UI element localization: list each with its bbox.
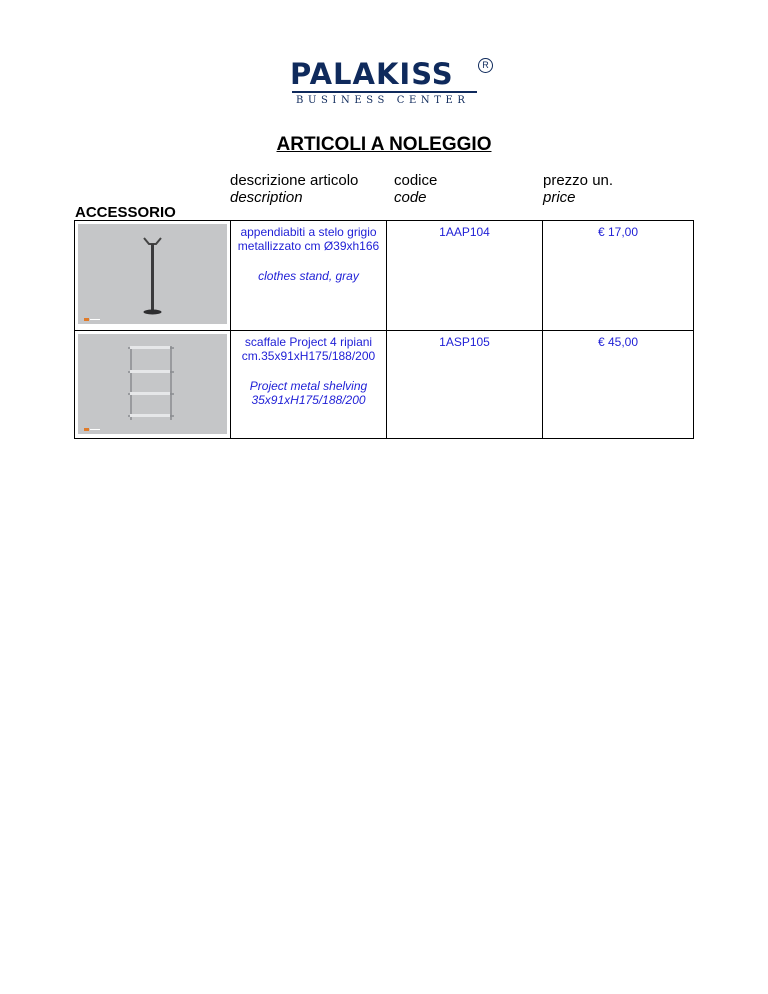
header-description: [230, 172, 358, 206]
header-price: [543, 172, 613, 206]
table-row: [75, 331, 694, 439]
logo-brand: PALAKISS: [290, 57, 454, 91]
item-description-cell: [231, 331, 387, 439]
header-price-en: price: [543, 189, 576, 206]
page-title: ARTICOLI A NOLEGGIO: [276, 134, 492, 155]
header-code-it: codice: [394, 172, 438, 189]
item-price: € 45,00: [543, 331, 694, 439]
shelving-icon: [78, 334, 227, 434]
photo-watermark: [84, 428, 98, 431]
header-price-it: prezzo un.: [543, 172, 614, 189]
header-code: [394, 172, 437, 206]
item-code: 1AAP104: [387, 221, 543, 331]
items-table: [74, 220, 694, 439]
item-code: 1ASP105: [387, 331, 543, 439]
item-description-cell: [231, 221, 387, 331]
header-description-en: description: [230, 189, 303, 206]
category-heading: ACCESSORIO: [75, 204, 176, 221]
item-photo: [78, 224, 227, 324]
header-code-en: code: [394, 189, 427, 206]
item-description-en: Project metal shelving 35x91xH175/188/200: [249, 379, 368, 407]
item-image-cell: [75, 221, 231, 331]
item-description-it: scaffale Project 4 ripiani cm.35x91xH175/188/200: [241, 335, 376, 363]
table-row: [75, 221, 694, 331]
photo-watermark: [84, 318, 98, 321]
item-price: € 17,00: [543, 221, 694, 331]
item-image-cell: [75, 331, 231, 439]
header-description-it: descrizione articolo: [230, 172, 359, 189]
item-description-it: appendiabiti a stelo grigio metallizzato cm Ø39xh166: [237, 225, 380, 253]
logo-underline: [292, 91, 477, 93]
registered-mark: R: [478, 58, 493, 73]
item-photo: [78, 334, 227, 434]
clothes-stand-icon: [78, 224, 227, 324]
palakiss-logo: [290, 58, 490, 110]
logo-tagline: BUSINESS CENTER: [296, 95, 470, 106]
item-description-en: clothes stand, gray: [258, 269, 359, 283]
